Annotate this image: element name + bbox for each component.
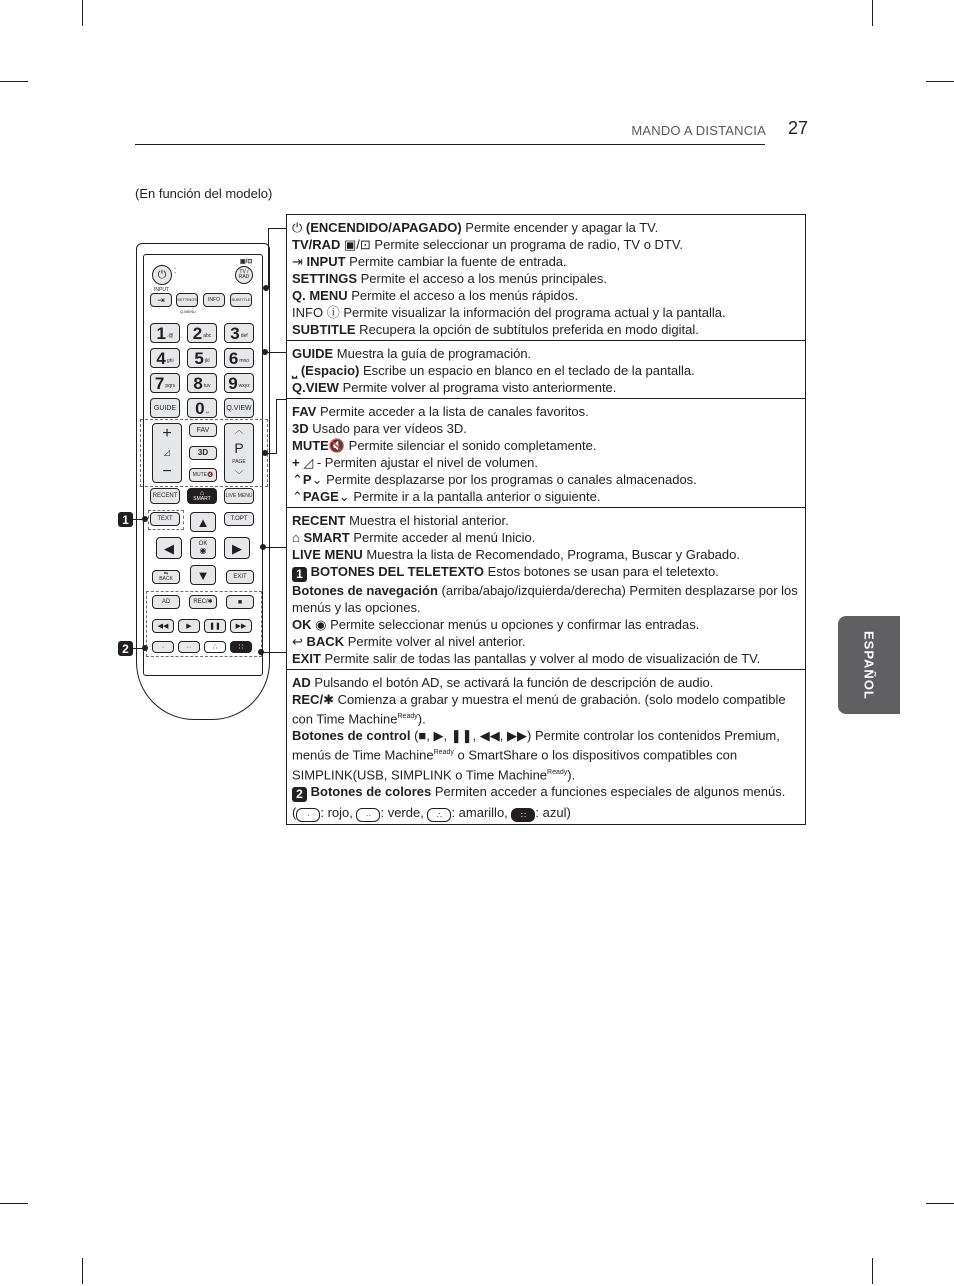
nav-up-key	[190, 512, 216, 532]
smart-key: SMART	[303, 530, 350, 545]
yellow-label: : amarillo,	[451, 804, 512, 820]
crop-mark	[82, 1258, 83, 1284]
control-desc-open: (	[410, 728, 419, 744]
crop-mark	[872, 0, 873, 26]
pause-icon: ❚❚	[209, 622, 221, 630]
channel-p-label: P	[234, 439, 244, 456]
power-key: (ENCENDIDO/APAGADO)	[305, 220, 462, 235]
rewind-icon: ◀◀	[479, 728, 500, 744]
three-dots-icon: ∴	[212, 643, 218, 651]
control-key: Botones de control	[292, 728, 411, 744]
green-key	[178, 641, 200, 653]
live-menu-key: LIVE MENU	[292, 547, 363, 562]
key-4-sub: ghi	[166, 358, 174, 364]
key-7-num: 7	[154, 373, 165, 393]
space-desc: Escribe un espacio en blanco en el teclado de la pantalla.	[359, 363, 695, 378]
key-6-sub: mno	[239, 358, 250, 364]
header-rule	[135, 144, 765, 145]
nav-down-key	[190, 565, 216, 585]
callout-line	[262, 652, 286, 653]
volume-plus-key: +	[292, 455, 300, 470]
home-icon: ⌂	[292, 530, 300, 545]
one-dot-icon: ·	[161, 643, 165, 651]
key-2-num: 2	[192, 323, 203, 343]
key-1-num: 1	[156, 323, 166, 343]
qmenu-desc: Permite el acceso a los menús rápidos.	[347, 288, 579, 303]
space-icon: ␣	[205, 408, 209, 414]
3d-key-label: 3D	[197, 448, 209, 457]
stop-icon: ■	[418, 728, 427, 744]
chevron-up-icon: ⌃	[292, 472, 303, 487]
tvrad-button	[235, 266, 253, 284]
key-4	[150, 348, 180, 368]
ready-superscript: Ready	[433, 749, 454, 757]
qview-key-label: Q.VIEW	[226, 404, 252, 412]
red-key	[152, 641, 174, 653]
fav-key: FAV	[292, 404, 317, 419]
back-icon: ⇆	[163, 571, 169, 577]
pause-icon: ❚❚	[450, 728, 473, 744]
fastforward-key	[230, 619, 252, 633]
text-key	[150, 512, 180, 526]
ok-icon: ◉	[315, 617, 327, 632]
p-desc: Permite desplazarse por los programas o canales almacenados.	[322, 472, 697, 487]
green-label: : verde,	[380, 804, 428, 820]
ready-superscript: Ready	[547, 768, 568, 776]
callout-dot	[262, 349, 268, 355]
info-desc: Permite visualizar la información del programa actual y la pantalla.	[343, 305, 726, 320]
asterisk-icon: ✱	[323, 692, 334, 707]
input-icon: ⇥	[292, 254, 303, 269]
ad-desc: Pulsando el botón AD, se activará la función de descripción de audio.	[310, 675, 714, 690]
chevron-up-icon: ︿	[234, 425, 244, 435]
ok-icon: ◉	[199, 546, 207, 555]
settings-key: SETTINGS	[292, 271, 358, 286]
back-key	[152, 570, 180, 584]
subtitle-desc: Recupera la opción de subtítulos preferida en modo digital.	[355, 322, 699, 337]
key-0-num: 0	[195, 398, 205, 418]
key-9-num: 9	[228, 373, 238, 393]
subtitle-key: SUBTITLE	[292, 322, 356, 337]
key-9-sub: wxyz	[238, 383, 250, 389]
callout-badge-1: 1	[118, 512, 133, 527]
callout-line	[268, 228, 286, 229]
space-icon: ⎵	[292, 363, 298, 378]
page-number: 27	[787, 118, 808, 138]
ok-key: OK	[292, 617, 312, 632]
callout-dot	[260, 544, 266, 550]
exit-key: EXIT	[292, 651, 321, 666]
pause-key	[204, 619, 226, 633]
navigation-desc: (arriba/abajo/izquierda/derecha) Permiten desplazarse por los menús y las opciones.	[292, 583, 798, 615]
key-7	[150, 373, 180, 393]
key-5	[187, 348, 217, 368]
tv-radio-icon: ▣/⊡	[344, 237, 371, 252]
rec-key	[189, 595, 217, 609]
rec-desc: Comienza a grabar y muestra el menú de grabación. (solo modelo compatible con Time Machine	[292, 692, 786, 727]
input-button	[150, 293, 172, 307]
key-6-num: 6	[228, 348, 239, 368]
topt-key-label: T.OPT	[230, 516, 248, 522]
channel-page-label: PAGE	[232, 459, 246, 466]
mute-icon: 🔇	[206, 471, 214, 478]
volume-down-icon: −	[162, 463, 172, 480]
arrow-down-icon: ▼	[196, 567, 210, 583]
key-7-sub: pqrs	[165, 383, 176, 389]
fastforward-icon: ▶▶	[507, 728, 527, 744]
ok-desc: Permite seleccionar menús u opciones y confirmar las entradas.	[326, 617, 700, 632]
callout-line	[276, 399, 277, 453]
mute-key-label: MUTE	[192, 471, 207, 478]
key-8-sub: tuv	[203, 383, 211, 389]
key-9	[224, 373, 254, 393]
guide-desc: Muestra la guía de programación.	[333, 346, 532, 361]
section-guide-group	[287, 340, 805, 398]
fav-key-label: FAV	[196, 426, 210, 434]
control-desc-end: ).	[567, 766, 576, 782]
guide-key: GUIDE	[292, 346, 334, 361]
live-menu-key-label: LIVE MENU	[225, 492, 253, 499]
language-tab-label: ESPAÑOL	[861, 630, 877, 700]
p-key: P	[302, 472, 312, 487]
3d-desc: Usado para ver vídeos 3D.	[308, 421, 467, 436]
smart-key	[187, 488, 217, 504]
exit-key-label: EXIT	[233, 574, 247, 580]
recent-key-label: RECENT	[152, 493, 178, 499]
callout-dot	[258, 649, 264, 655]
blue-key-icon: ∷	[511, 808, 535, 822]
text-key-label: TEXT	[157, 516, 173, 522]
subtitle-button	[230, 293, 252, 307]
ad-key-label: AD	[161, 599, 171, 605]
tvrad-desc: Permite seleccionar un programa de radio, TV o DTV.	[370, 237, 683, 252]
section-volume-group	[287, 398, 805, 507]
callout-dot	[142, 516, 148, 522]
settings-desc: Permite el acceso a los menús principales.	[357, 271, 608, 286]
back-key: BACK	[306, 634, 345, 649]
arrow-left-icon: ◀	[164, 540, 174, 556]
smart-key-label: SMART	[193, 496, 211, 502]
qview-key: Q.VIEW	[292, 380, 339, 395]
qmenu-key: Q. MENU	[292, 288, 348, 303]
exit-desc: Permite salir de todas las pantallas y volver al modo de visualización de TV.	[320, 651, 761, 666]
section-power-group	[287, 215, 805, 340]
info-icon: ⓘ	[326, 305, 340, 320]
badge-1: 1	[292, 567, 307, 582]
back-icon: ↩	[292, 634, 303, 649]
colors-desc: Permiten acceder a funciones especiales de algunos menús.	[431, 783, 786, 799]
crop-mark	[926, 81, 954, 82]
live-menu-desc: Muestra la lista de Recomendado, Programa, Buscar y Grabado.	[362, 547, 740, 562]
fav-key	[189, 423, 217, 437]
model-note: (En función del modelo)	[135, 186, 273, 201]
recent-key: RECENT	[292, 513, 346, 528]
header-title: MANDO A DISTANCIA	[631, 123, 766, 138]
rec-key-label: REC/	[193, 599, 208, 605]
page-header	[135, 118, 808, 145]
stop-key	[226, 595, 254, 609]
ready-superscript: Ready	[397, 713, 418, 720]
play-icon: ▶	[186, 622, 192, 630]
indicator-dots: ⁚	[174, 268, 177, 275]
crop-mark	[0, 81, 28, 82]
subtitle-button-label: SUBTITLE	[231, 297, 251, 302]
input-key: INPUT	[306, 254, 346, 269]
nav-left-key	[156, 537, 182, 559]
key-8	[187, 373, 217, 393]
callout-line	[276, 399, 286, 400]
volume-rocker	[152, 423, 182, 483]
key-1	[150, 323, 180, 343]
recent-desc: Muestra el historial anterior.	[345, 513, 509, 528]
teletext-key: BOTONES DEL TELETEXTO	[310, 564, 484, 579]
colors-key: Botones de colores	[310, 783, 432, 799]
blue-key	[230, 641, 252, 653]
rewind-key	[152, 619, 174, 633]
input-desc: Permite cambiar la fuente de entrada.	[345, 254, 567, 269]
settings-button	[176, 293, 198, 307]
asterisk-icon: ✱	[207, 599, 213, 605]
key-3	[224, 323, 254, 343]
blue-label: : azul)	[535, 804, 571, 820]
play-icon: ▶	[433, 728, 444, 744]
power-button	[152, 265, 172, 285]
mute-icon: 🔇	[328, 438, 346, 453]
tvrad-button-label: TV / RAD	[238, 269, 250, 280]
power-icon: ⏻	[157, 268, 167, 281]
ad-key: AD	[292, 675, 311, 690]
nav-right-key	[224, 537, 250, 559]
control-desc-cont: o SmartShare o los dispositivos compatibles con SIMPLINK(USB, SIMPLINK o Time Machine	[292, 747, 738, 782]
arrow-right-icon: ▶	[232, 540, 242, 556]
volume-icon: ◿	[303, 455, 314, 470]
exit-key	[226, 570, 254, 584]
rewind-icon: ◀◀	[157, 622, 169, 630]
3d-key	[189, 446, 217, 460]
qmenu-label: Q.MENU	[180, 309, 196, 314]
key-6	[224, 348, 254, 368]
section-playback-group: AD Pulsando el botón AD, se activará la función de descripción de audio. REC/✱ Comienza a grabar y muestra el menú de grabación. (solo modelo compatible con Time Machine$^{Ready}$). Botones de control (■, ▶, ❚❚, ◀◀, ▶▶) Permite controlar los contenidos Premium, menús de Time Machine$^{Ready}$ o SmartShare o los dispositivos compatibles con SIMPLINK(USB, SIMPLINK o Time Machine$^{Ready}$). 2 Botones de colores Permiten acceder a funciones especiales de algunos menús. ( · : rojo, ·· : verde, ∴ : amarillo, ∷ : azul)	[287, 669, 805, 824]
teletext-desc: Estos botones se usan para el teletexto.	[484, 564, 719, 579]
key-3-sub: def	[240, 333, 248, 339]
two-dots-icon: ··	[186, 643, 192, 651]
red-key-icon: ·	[296, 808, 320, 822]
back-key-label: BACK	[159, 576, 173, 582]
home-icon: ⌂	[199, 490, 205, 497]
qview-key	[224, 398, 254, 418]
volume-desc: - Permiten ajustar el nivel de volumen.	[313, 455, 538, 470]
channel-rocker	[224, 423, 254, 483]
callout-dot	[142, 645, 148, 651]
key-3-num: 3	[230, 323, 240, 343]
info-button	[203, 293, 225, 307]
ad-key	[152, 595, 180, 609]
tvrad-icon: ▣/⊡	[240, 259, 253, 265]
four-dots-icon: ∷	[238, 643, 244, 651]
callout-line	[266, 352, 286, 353]
control-desc: ) Permite controlar los contenidos Premium, menús de Time Machine	[292, 728, 780, 763]
guide-key	[150, 398, 180, 418]
volume-icon: ◿	[163, 448, 171, 457]
red-label: : rojo,	[320, 804, 357, 820]
info-button-label: INFO	[208, 296, 220, 303]
badge-2: 2	[292, 787, 307, 802]
volume-up-icon: +	[162, 425, 172, 442]
fav-desc: Permite acceder a la lista de canales favoritos.	[316, 404, 589, 419]
stop-icon: ■	[237, 598, 243, 606]
ok-key	[190, 537, 216, 559]
input-label: INPUT	[154, 287, 169, 293]
3d-icon: 3D	[292, 421, 309, 436]
power-icon: ⏻	[292, 220, 303, 235]
key-0	[187, 398, 217, 418]
live-menu-key	[224, 488, 254, 504]
key-5-sub: jkl	[204, 358, 210, 364]
button-description-table	[286, 214, 806, 825]
arrow-up-icon: ▲	[196, 514, 210, 530]
callout-line	[268, 228, 269, 288]
settings-button-label: SETTINGS	[177, 297, 198, 302]
page-key: PAGE	[302, 489, 339, 504]
yellow-key	[204, 641, 226, 653]
power-desc: Permite encender y apagar la TV.	[461, 220, 659, 235]
chevron-down-icon: ⌄	[338, 489, 350, 504]
key-4-num: 4	[156, 348, 166, 368]
callout-dot	[263, 285, 269, 291]
callout-badge-2: 2	[118, 641, 133, 656]
navigation-key: Botones de navegación	[292, 583, 438, 598]
back-desc: Permite volver al nivel anterior.	[344, 634, 526, 649]
chevron-up-icon: ⌃	[292, 489, 303, 504]
green-key-icon: ··	[356, 808, 380, 822]
key-5-num: 5	[194, 348, 204, 368]
mute-key	[189, 468, 217, 482]
input-icon: ⇥	[157, 294, 165, 305]
page-desc: Permite ir a la pantalla anterior o siguiente.	[349, 489, 601, 504]
ok-key-label: OK	[198, 541, 208, 547]
chevron-down-icon: ﹀	[234, 469, 244, 480]
key-2	[187, 323, 217, 343]
guide-key-label: GUIDE	[153, 404, 177, 412]
mute-key: MUTE	[292, 438, 329, 453]
mute-desc: Permite silenciar el sonido completamente.	[345, 438, 597, 453]
yellow-key-icon: ∴	[427, 808, 451, 822]
language-tab	[838, 616, 900, 714]
key-1-sub: .@	[167, 333, 174, 339]
section-navigation-group	[287, 507, 805, 669]
remote-control-illustration	[136, 243, 270, 720]
rec-key: REC/	[292, 692, 324, 707]
remote-face	[143, 254, 263, 676]
crop-mark	[872, 1258, 873, 1284]
crop-mark	[0, 1203, 28, 1204]
fastforward-icon: ▶▶	[235, 622, 247, 630]
info-key: INFO	[292, 305, 324, 320]
key-8-num: 8	[193, 373, 203, 393]
tvrad-key: TV/RAD	[292, 237, 341, 252]
qview-desc: Permite volver al programa visto anteriormente.	[338, 380, 617, 395]
callout-dot	[262, 450, 268, 456]
key-2-sub: abc	[203, 333, 212, 339]
chevron-down-icon: ⌄	[311, 472, 323, 487]
crop-mark	[82, 0, 83, 26]
crop-mark	[926, 1203, 954, 1204]
recent-key	[150, 488, 180, 504]
space-key: (Espacio)	[300, 363, 360, 378]
topt-key	[224, 512, 254, 526]
smart-desc: Permite acceder al menú Inicio.	[349, 530, 536, 545]
play-key	[178, 619, 200, 633]
